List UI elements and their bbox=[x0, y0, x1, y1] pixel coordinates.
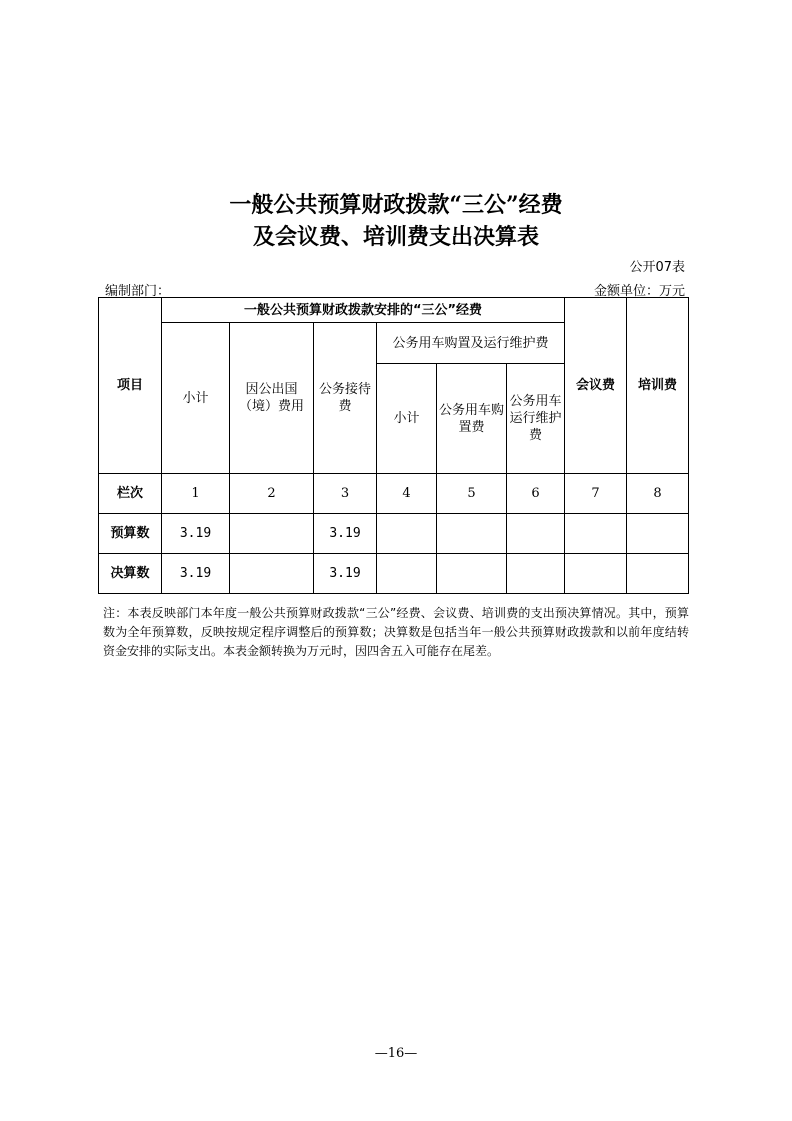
header-meeting-fee: 会议费 bbox=[565, 298, 627, 474]
budget-cell bbox=[627, 514, 689, 554]
column-number: 2 bbox=[230, 474, 314, 514]
header-vehicle-operation: 公务用车运行维护费 bbox=[507, 364, 565, 474]
header-subtotal: 小计 bbox=[162, 323, 230, 474]
row-label-column-index: 栏次 bbox=[99, 474, 162, 514]
header-vehicle-purchase: 公务用车购置费 bbox=[437, 364, 507, 474]
final-cell bbox=[627, 554, 689, 594]
amount-unit-label: 金额单位：万元 bbox=[593, 284, 685, 299]
table-note: 注：本表反映部门本年度一般公共预算财政拨款“三公”经费、会议费、培训费的支出预决算情况。其中，预算数为全年预算数，反映按规定程序调整后的预算数；决算数是包括当年一般公共预算财政拨款和以前年度结转资金安排的实际支出。本表金额转换为万元时，因四舍五入可能存在尾差。 bbox=[103, 606, 689, 658]
column-number: 1 bbox=[162, 474, 230, 514]
final-cell bbox=[377, 554, 437, 594]
budget-cell bbox=[507, 514, 565, 554]
header-abroad-fee: 因公出国（境）费用 bbox=[230, 323, 314, 474]
table-title-line1: 一般公共预算财政拨款“三公”经费 bbox=[229, 192, 563, 218]
final-cell: 3.19 bbox=[314, 554, 377, 594]
final-cell: 3.19 bbox=[162, 554, 230, 594]
expense-table bbox=[98, 297, 689, 594]
column-number: 3 bbox=[314, 474, 377, 514]
column-number: 6 bbox=[507, 474, 565, 514]
budget-cell bbox=[437, 514, 507, 554]
column-number: 4 bbox=[377, 474, 437, 514]
final-cell bbox=[507, 554, 565, 594]
header-vehicle-group: 公务用车购置及运行维护费 bbox=[377, 323, 565, 364]
column-number: 5 bbox=[437, 474, 507, 514]
header-training-fee: 培训费 bbox=[627, 298, 689, 474]
row-label-final: 决算数 bbox=[99, 554, 162, 594]
budget-cell: 3.19 bbox=[162, 514, 230, 554]
table-title-line2: 及会议费、培训费支出决算表 bbox=[252, 224, 539, 250]
final-cell bbox=[565, 554, 627, 594]
budget-cell: 3.19 bbox=[314, 514, 377, 554]
header-vehicle-subtotal: 小计 bbox=[377, 364, 437, 474]
final-cell bbox=[437, 554, 507, 594]
final-cell bbox=[230, 554, 314, 594]
column-number: 7 bbox=[565, 474, 627, 514]
form-number: 公开07表 bbox=[629, 260, 685, 275]
budget-cell bbox=[377, 514, 437, 554]
budget-cell bbox=[565, 514, 627, 554]
page-number: —16— bbox=[374, 1046, 418, 1061]
budget-cell bbox=[230, 514, 314, 554]
row-label-budget: 预算数 bbox=[99, 514, 162, 554]
department-label: 编制部门： bbox=[105, 284, 171, 299]
header-item: 项目 bbox=[99, 298, 162, 474]
column-number: 8 bbox=[627, 474, 689, 514]
header-reception-fee: 公务接待费 bbox=[314, 323, 377, 474]
header-sangong-group: 一般公共预算财政拨款安排的“三公”经费 bbox=[162, 298, 565, 323]
